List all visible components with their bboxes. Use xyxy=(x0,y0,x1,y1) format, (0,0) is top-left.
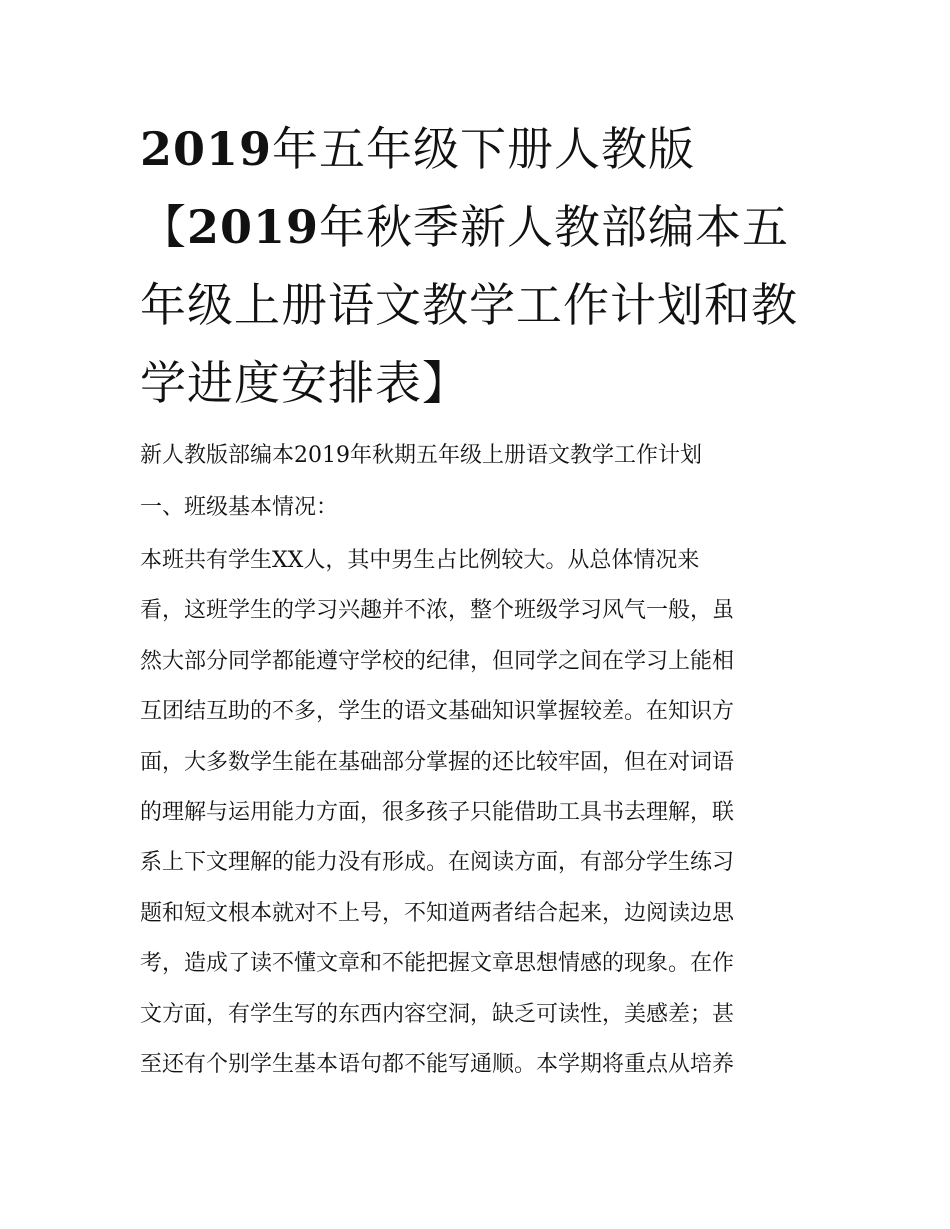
title-text: 年五年级下册人教版 xyxy=(272,122,696,176)
body-line: 本班共有学生XX人，其中男生占比例较大。从总体情况来 xyxy=(140,548,700,573)
body-line: 至还有个别学生基本语句都不能写通顺。本学期将重点从培养 xyxy=(140,1052,735,1078)
document-subtitle: 新人教版部编本2019年秋期五年级上册语文教学工作计划 xyxy=(140,443,702,468)
body-line: 面，大多数学生能在基础部分掌握的还比较牢固，但在对词语 xyxy=(140,749,735,775)
body-line: 考，造成了读不懂文章和不能把握文章思想情感的现象。在作 xyxy=(140,951,735,977)
title-year: 2019 xyxy=(140,122,273,176)
body-line: 系上下文理解的能力没有形成。在阅读方面，有部分学生练习 xyxy=(140,850,735,876)
section-heading: 一、班级基本情况： xyxy=(140,495,339,520)
body-line: 的理解与运用能力方面，很多孩子只能借助工具书去理解，联 xyxy=(140,800,735,826)
title-bracket: 【 xyxy=(140,200,187,254)
body-line: 题和短文根本就对不上号，不知道两者结合起来，边阅读边思 xyxy=(140,900,735,926)
title-text-2: 年秋季新人教部编本五年级上册语文教学工作计划和教学进度安排表】 xyxy=(140,200,798,410)
body-line: 看，这班学生的学习兴趣并不浓，整个班级学习风气一般，虽 xyxy=(140,598,735,624)
body-line: 文方面，有学生写的东西内容空洞，缺乏可读性，美感差；甚 xyxy=(140,1001,735,1027)
document-title xyxy=(140,110,820,422)
body-paragraph xyxy=(140,536,812,1090)
body-line: 互团结互助的不多，学生的语文基础知识掌握较差。在知识方 xyxy=(140,699,735,725)
title-year-2: 2019 xyxy=(187,200,320,254)
body-line: 然大部分同学都能遵守学校的纪律，但同学之间在学习上能相 xyxy=(140,648,735,674)
